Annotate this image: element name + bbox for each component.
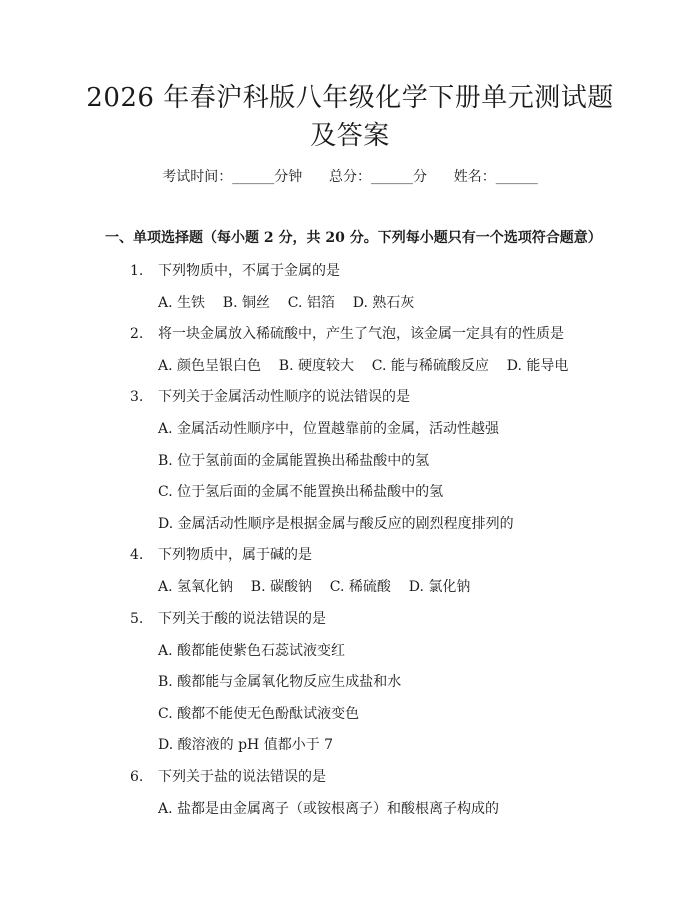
question-text: 下列关于金属活动性顺序的说法错误的是 — [158, 389, 410, 405]
question-option: A. 金属活动性顺序中，位置越靠前的金属，活动性越强 — [158, 421, 500, 437]
question-option: B. 位于氢前面的金属能置换出稀盐酸中的氢 — [158, 453, 430, 469]
document-title-line-2: 及答案 — [310, 121, 390, 151]
question-number: 2. — [130, 326, 144, 342]
question-text: 下列关于酸的说法错误的是 — [158, 611, 326, 627]
question-text: 下列关于盐的说法错误的是 — [158, 769, 326, 785]
question-option: B. 酸都能与金属氧化物反应生成盐和水 — [158, 674, 402, 690]
question-text: 下列物质中，不属于金属的是 — [158, 263, 340, 279]
question-text: 下列物质中，属于碱的是 — [158, 547, 312, 563]
question-number: 4. — [130, 547, 144, 563]
question-option: D. 酸溶液的 pH 值都小于 7 — [158, 737, 334, 753]
question-option: C. 位于氢后面的金属不能置换出稀盐酸中的氢 — [158, 484, 444, 500]
question-options: A. 生铁 B. 铜丝 C. 铝箔 D. 熟石灰 — [158, 295, 415, 311]
question-option: A. 酸都能使紫色石蕊试液变红 — [158, 643, 346, 659]
exam-info-line: 考试时间：______分钟 总分：______分 姓名：______ — [162, 169, 538, 185]
question-number: 3. — [130, 389, 144, 405]
question-options: A. 颜色呈银白色 B. 硬度较大 C. 能与稀硫酸反应 D. 能导电 — [158, 358, 569, 374]
question-number: 1. — [130, 263, 144, 279]
question-number: 5. — [130, 611, 144, 627]
question-option: D. 金属活动性顺序是根据金属与酸反应的剧烈程度排列的 — [158, 516, 514, 532]
document-title-line-1: 2026 年春沪科版八年级化学下册单元测试题 — [86, 83, 614, 113]
section-heading-single-choice: 一、单项选择题（每小题 2 分，共 20 分。下列每小题只有一个选项符合题意） — [105, 230, 602, 246]
question-options: A. 氢氧化钠 B. 碳酸钠 C. 稀硫酸 D. 氯化钠 — [158, 579, 471, 595]
question-number: 6. — [130, 769, 144, 785]
question-option: C. 酸都不能使无色酚酞试液变色 — [158, 706, 360, 722]
question-text: 将一块金属放入稀硫酸中，产生了气泡，该金属一定具有的性质是 — [158, 326, 564, 342]
question-option: A. 盐都是由金属离子（或铵根离子）和酸根离子构成的 — [158, 801, 500, 817]
